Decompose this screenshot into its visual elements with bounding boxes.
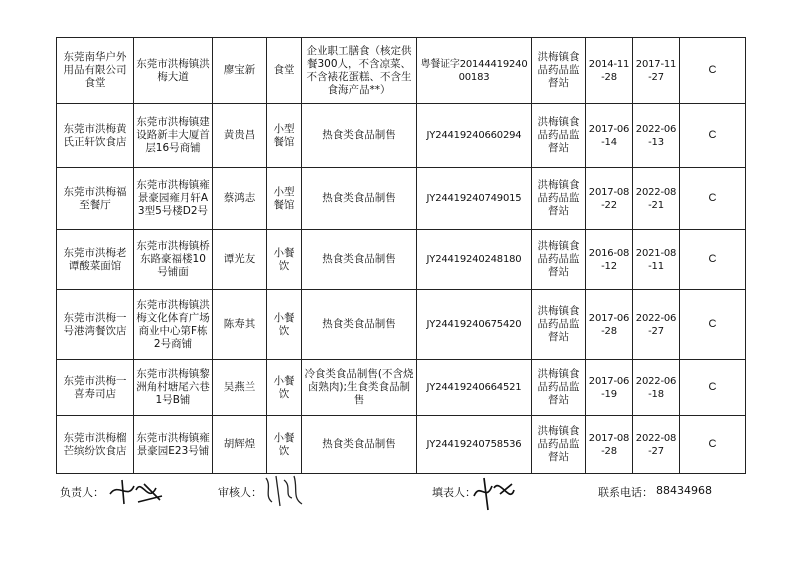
merchant-name-cell: 东莞市洪梅一喜寿司店 [57,360,134,416]
legal-person-cell: 吴燕兰 [213,360,267,416]
filler-label: 填表人： [432,486,476,499]
legal-person-cell: 陈寿其 [213,290,267,360]
address-cell: 东莞市洪梅镇桥东路豪福楼10号铺面 [134,230,213,290]
issuing-authority-cell: 洪梅镇食品药品监督站 [532,104,586,168]
table-row [57,104,746,168]
grade-cell: C [680,290,746,360]
table-row [57,38,746,104]
grade-cell: C [680,360,746,416]
grade-cell: C [680,230,746,290]
table-row [57,168,746,230]
legal-person-cell: 谭光友 [213,230,267,290]
issuing-authority-cell: 洪梅镇食品药品监督站 [532,360,586,416]
reviewer-label: 审核人： [218,486,262,499]
table-row [57,230,746,290]
signature-footer [0,478,800,518]
issuing-authority-cell: 洪梅镇食品药品监督站 [532,38,586,104]
merchant-name-cell: 东莞市洪梅黄氏正轩饮食店 [57,104,134,168]
address-cell: 东莞市洪梅镇雍景豪园雍月轩A3型5号楼D2号 [134,168,213,230]
issue-date-cell: 2017-08-22 [586,168,633,230]
business-type-cell: 小型餐馆 [267,104,302,168]
business-type-cell: 小餐饮 [267,230,302,290]
phone-label: 联系电话： [598,486,653,499]
business-type-cell: 小型餐馆 [267,168,302,230]
business-scope-cell: 企业职工膳食（核定供餐300人，不含凉菜、不含裱花蛋糕、不含生食海产品**） [302,38,417,104]
legal-person-cell: 胡辉煌 [213,416,267,474]
merchant-name-cell: 东莞市洪梅老谭酸菜面馆 [57,230,134,290]
expiry-date-cell: 2022-06-18 [633,360,680,416]
table-row [57,416,746,474]
business-scope-cell: 热食类食品制售 [302,168,417,230]
expiry-date-cell: 2022-06-27 [633,290,680,360]
expiry-date-cell: 2021-08-11 [633,230,680,290]
legal-person-cell: 廖宝新 [213,38,267,104]
business-type-cell: 食堂 [267,38,302,104]
grade-cell: C [680,38,746,104]
issue-date-cell: 2014-11-28 [586,38,633,104]
business-type-cell: 小餐饮 [267,360,302,416]
legal-person-cell: 蔡鸿志 [213,168,267,230]
expiry-date-cell: 2022-08-21 [633,168,680,230]
business-scope-cell: 热食类食品制售 [302,230,417,290]
merchant-name-cell: 东莞市洪梅一号港湾餐饮店 [57,290,134,360]
merchant-name-cell: 东莞市洪梅福至餐厅 [57,168,134,230]
business-scope-cell: 热食类食品制售 [302,290,417,360]
license-number-cell: JY24419240749015 [417,168,532,230]
address-cell: 东莞市洪梅镇建设路新丰大厦首层16号商铺 [134,104,213,168]
reviewer-signature [258,468,308,512]
license-number-cell: JY24419240660294 [417,104,532,168]
business-scope-cell: 冷食类食品制售(不含烧卤熟肉);生食类食品制售 [302,360,417,416]
address-cell: 东莞市洪梅镇洪梅大道 [134,38,213,104]
issue-date-cell: 2017-08-28 [586,416,633,474]
address-cell: 东莞市洪梅镇雍景豪园E23号铺 [134,416,213,474]
table-row [57,360,746,416]
issuing-authority-cell: 洪梅镇食品药品监督站 [532,230,586,290]
merchant-name-cell: 东莞南华户外用品有限公司食堂 [57,38,134,104]
business-scope-cell: 热食类食品制售 [302,104,417,168]
business-type-cell: 小餐饮 [267,416,302,474]
issue-date-cell: 2017-06-19 [586,360,633,416]
business-scope-cell: 热食类食品制售 [302,416,417,474]
license-number-cell: 粤餐证字2014441924000183 [417,38,532,104]
grade-cell: C [680,416,746,474]
filler-signature [470,472,518,514]
license-number-cell: JY24419240664521 [417,360,532,416]
responsible-label: 负责人： [60,486,104,499]
issuing-authority-cell: 洪梅镇食品药品监督站 [532,290,586,360]
address-cell: 东莞市洪梅镇黎洲角村塘尾六巷1号B铺 [134,360,213,416]
grade-cell: C [680,168,746,230]
responsible-signature [104,474,166,508]
phone-number: 88434968 [656,484,712,497]
table-row [57,290,746,360]
issue-date-cell: 2017-06-28 [586,290,633,360]
inspection-table [56,37,746,474]
business-type-cell: 小餐饮 [267,290,302,360]
expiry-date-cell: 2017-11-27 [633,38,680,104]
issuing-authority-cell: 洪梅镇食品药品监督站 [532,168,586,230]
expiry-date-cell: 2022-08-27 [633,416,680,474]
legal-person-cell: 黄贵昌 [213,104,267,168]
issue-date-cell: 2017-06-14 [586,104,633,168]
license-number-cell: JY24419240675420 [417,290,532,360]
grade-cell: C [680,104,746,168]
license-number-cell: JY24419240248180 [417,230,532,290]
issue-date-cell: 2016-08-12 [586,230,633,290]
expiry-date-cell: 2022-06-13 [633,104,680,168]
license-number-cell: JY24419240758536 [417,416,532,474]
merchant-name-cell: 东莞市洪梅榴芒缤纷饮食店 [57,416,134,474]
address-cell: 东莞市洪梅镇洪梅文化体育广场商业中心第F栋2号商铺 [134,290,213,360]
issuing-authority-cell: 洪梅镇食品药品监督站 [532,416,586,474]
